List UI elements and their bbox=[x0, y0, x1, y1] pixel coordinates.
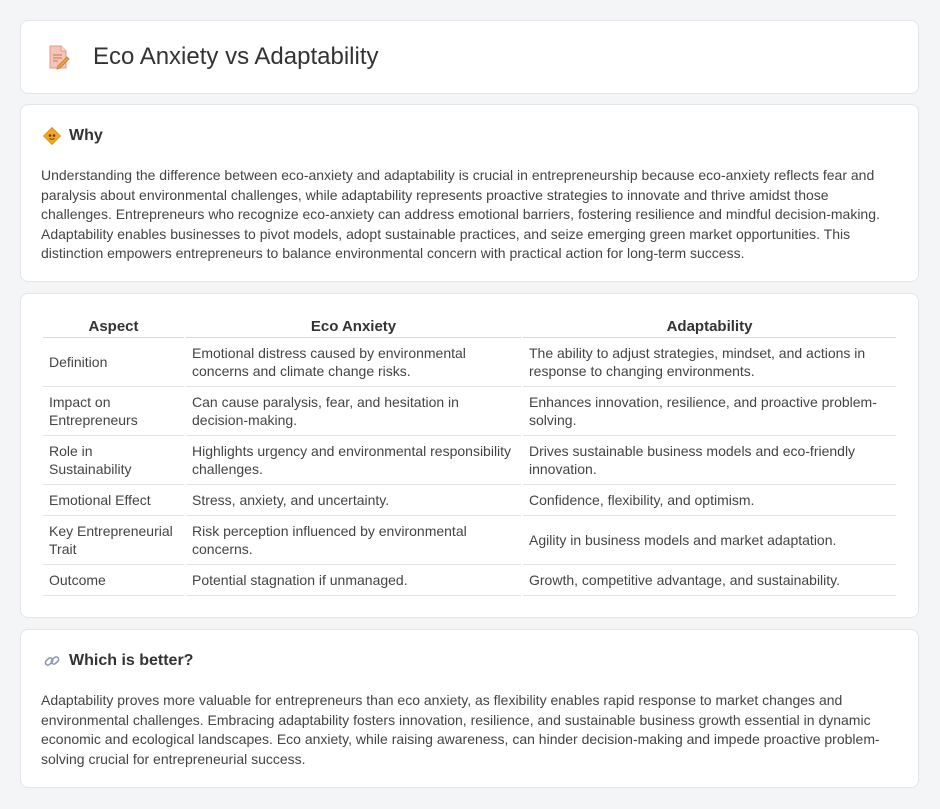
table-row bbox=[43, 436, 896, 485]
why-title: Why bbox=[69, 127, 103, 144]
row-eco-anxiety: Risk perception influenced by environmental concerns. bbox=[186, 516, 521, 565]
better-title: Which is better? bbox=[69, 652, 194, 669]
row-aspect: Key Entrepreneurial Trait bbox=[43, 516, 184, 565]
title-row bbox=[45, 43, 379, 71]
table-row bbox=[43, 516, 896, 565]
which-is-better-section bbox=[20, 629, 919, 788]
row-eco-anxiety: Can cause paralysis, fear, and hesitation in decision-making. bbox=[186, 387, 521, 436]
row-adaptability: Drives sustainable business models and eco-friendly innovation. bbox=[523, 436, 896, 485]
table-header-row bbox=[43, 316, 896, 338]
table-row bbox=[43, 565, 896, 596]
comparison-table bbox=[41, 316, 898, 596]
link-icon bbox=[43, 652, 61, 670]
better-text: Adaptability proves more valuable for entrepreneurs than eco anxiety, as flexibility enables rapid response to market changes and environmental challenges. Embracing adaptability fosters innovation, resilience, and sustainable business growth essential in dynamic economic and ecological landscapes. Eco anxiety, while raising awareness, can hinder decision-making and impede proactive problem-solving crucial for entrepreneurial success. bbox=[41, 692, 880, 767]
row-adaptability: Agility in business models and market adaptation. bbox=[523, 516, 896, 565]
table-row bbox=[43, 387, 896, 436]
why-text: Understanding the difference between eco-anxiety and adaptability is crucial in entrepreneurship because eco-anxiety reflects fear and paralysis about environmental challenges, while adaptability represents proactive strategies to innovate and thrive amidst those challenges. Entrepreneurs who recognize eco-anxiety can address emotional barriers, fostering resilience and mindful decision-making. Adaptability enables businesses to pivot models, adopt sustainable practices, and seize emerging green market opportunities. This distinction empowers entrepreneurs to balance environmental concern with practical action for long-term success. bbox=[41, 167, 880, 261]
better-header bbox=[43, 652, 193, 670]
row-aspect: Role in Sustainability bbox=[43, 436, 184, 485]
row-adaptability: Growth, competitive advantage, and sustainability. bbox=[523, 565, 896, 596]
header-aspect: Aspect bbox=[43, 316, 184, 338]
why-section bbox=[20, 104, 919, 282]
header-eco-anxiety: Eco Anxiety bbox=[186, 316, 521, 338]
table-row bbox=[43, 485, 896, 516]
row-aspect: Emotional Effect bbox=[43, 485, 184, 516]
table-row bbox=[43, 338, 896, 387]
row-eco-anxiety: Emotional distress caused by environmental concerns and climate change risks. bbox=[186, 338, 521, 387]
row-adaptability: The ability to adjust strategies, mindset, and actions in response to changing environments. bbox=[523, 338, 896, 387]
header-adaptability: Adaptability bbox=[523, 316, 896, 338]
comparison-table-card bbox=[20, 293, 919, 618]
row-eco-anxiety: Stress, anxiety, and uncertainty. bbox=[186, 485, 521, 516]
row-adaptability: Enhances innovation, resilience, and proactive problem-solving. bbox=[523, 387, 896, 436]
document-pencil-icon bbox=[45, 43, 71, 71]
row-aspect: Outcome bbox=[43, 565, 184, 596]
row-eco-anxiety: Highlights urgency and environmental responsibility challenges. bbox=[186, 436, 521, 485]
row-aspect: Impact on Entrepreneurs bbox=[43, 387, 184, 436]
row-aspect: Definition bbox=[43, 338, 184, 387]
row-eco-anxiety: Potential stagnation if unmanaged. bbox=[186, 565, 521, 596]
page-title: Eco Anxiety vs Adaptability bbox=[93, 43, 379, 70]
title-card bbox=[20, 20, 919, 94]
diamond-warning-icon bbox=[43, 127, 61, 145]
row-adaptability: Confidence, flexibility, and optimism. bbox=[523, 485, 896, 516]
why-header bbox=[43, 127, 103, 145]
